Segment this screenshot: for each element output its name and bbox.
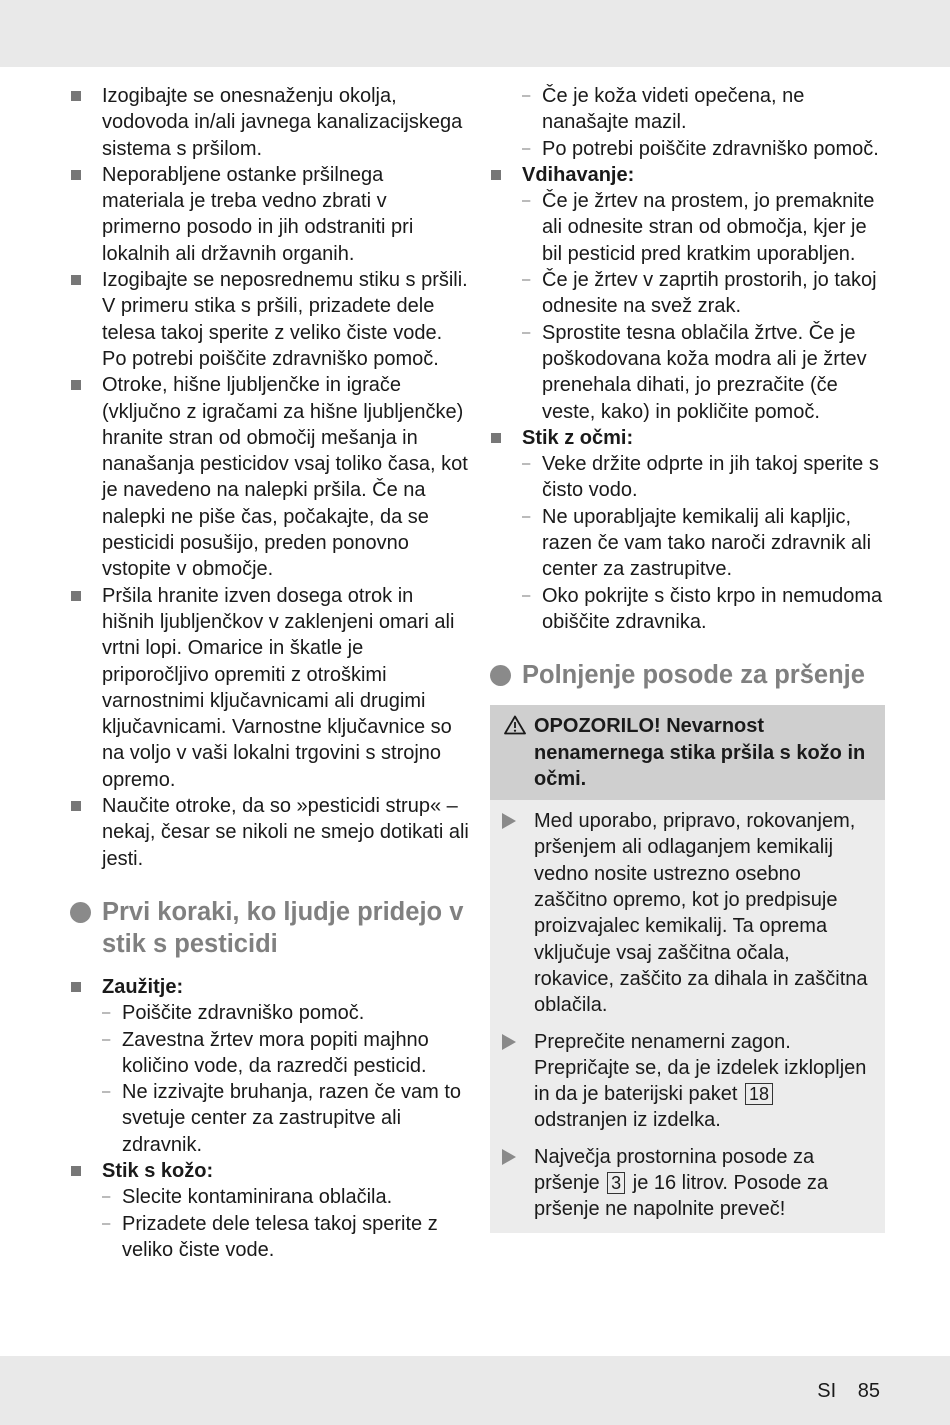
bullet-circle-icon <box>70 902 91 923</box>
footer-band <box>0 1356 950 1425</box>
header-band <box>0 0 950 67</box>
ingestion-sublist <box>102 1000 470 1158</box>
list-item: Naučite otroke, da so »pesticidi strup« – nekaj, česar se nikoli ne smejo dotikati ali jesti. <box>70 793 470 872</box>
arrow-right-icon <box>502 1034 516 1050</box>
list-item: Neporabljene ostanke pršilnega materiala je treba vedno zbrati v primerno posodo in jih odstraniti pri lokalnih ali državnih organih. <box>70 162 470 267</box>
list-item: Izogibajte se neposrednemu stiku s pršili. V primeru stika s pršili, prizadete dele telesa takoj sperite z veliko čiste vode. Po potrebi poiščite zdravniško pomoč. <box>70 267 470 372</box>
list-item-inhalation <box>490 162 885 425</box>
eyes-sublist <box>522 451 885 635</box>
arrow-right-icon <box>502 1149 516 1165</box>
page-footer <box>817 1380 880 1403</box>
list-item-ingestion <box>70 974 470 1158</box>
right-column <box>490 83 885 1233</box>
warning-body <box>490 800 885 1232</box>
subsection-title: Stik z očmi: <box>522 426 634 449</box>
list-item: Pršila hranite izven dosega otrok in hišnih ljubljenčkov v zaklenjeni omari ali vrtni lopi. Omarice in škatle je priporočljivo opremiti z otroškimi varnostnimi ključavnicami ali drugimi ključavnicami. Varnostne ključavnice so na voljo v vaši lokalni trgovini s strojno opremo. <box>70 583 470 793</box>
warning-triangle-icon <box>504 715 526 735</box>
subsection-title: Vdihavanje: <box>522 163 635 186</box>
section-title: Prvi koraki, ko ljudje pridejo v stik s pesticidi <box>102 897 464 958</box>
list-item-eyes <box>490 425 885 635</box>
sub-list-item: – Če je koža videti opečena, ne nanašajte mazil. <box>522 83 885 136</box>
part-reference-number: 18 <box>745 1083 773 1105</box>
sub-list-item: – Zavestna žrtev mora popiti majhno količino vode, da razredči pesticid. <box>102 1027 470 1080</box>
first-aid-list <box>70 974 470 1263</box>
inhalation-sublist <box>522 188 885 425</box>
instruction-item <box>534 808 871 1018</box>
warning-box <box>490 705 885 1232</box>
sub-list-item: – Slecite kontaminirana oblačila. <box>102 1184 470 1210</box>
section-heading-filling <box>490 659 885 691</box>
warning-header <box>490 705 885 800</box>
sub-list-item: – Sprostite tesna oblačila žrtve. Če je poškodovana koža modra ali je žrtev prenehala dihati, jo prezračite (če veste, kako) in pokličite pomoč. <box>522 320 885 425</box>
subsection-title: Stik s kožo: <box>102 1159 214 1182</box>
skin-sublist <box>102 1184 470 1263</box>
first-aid-list-continued <box>490 162 885 635</box>
language-code: SI <box>817 1380 837 1402</box>
instruction-item <box>534 1144 871 1223</box>
safety-list <box>70 83 470 872</box>
instruction-item <box>534 1029 871 1134</box>
section-title: Polnjenje posode za pršenje <box>522 661 865 690</box>
list-item: Otroke, hišne ljubljenčke in igrače (vključno z igračami za hišne ljubljenčke) hranite stran od območij mešanja in nanašanja pesticidov vsaj toliko časa, kot je navedeno na nalepki pršila. Če na nalepki ne piše čas, počakajte, da se pesticidi posušijo, preden ponovno vstopite v območje. <box>70 372 470 582</box>
sub-list-item: – Oko pokrijte s čisto krpo in nemudoma obiščite zdravnika. <box>522 583 885 636</box>
instruction-list <box>534 808 871 1222</box>
list-item: Izogibajte se onesnaženju okolja, vodovoda in/ali javnega kanalizacijskega sistema s pršilom. <box>70 83 470 162</box>
sub-list-item: – Če je žrtev na prostem, jo premaknite ali odnesite stran od območja, kjer je bil pesticid pred kratkim uporabljen. <box>522 188 885 267</box>
warning-title: OPOZORILO! Nevarnost nenamernega stika pršila s kožo in očmi. <box>534 715 866 790</box>
instruction-text: Preprečite nenamerni zagon. Prepričajte se, da je izdelek izklopljen in da je baterijski paket <box>534 1030 867 1106</box>
subsection-title: Zaužitje: <box>102 975 184 998</box>
page-number: 85 <box>857 1380 880 1402</box>
instruction-text: odstranjen iz izdelka. <box>534 1109 721 1132</box>
bullet-circle-icon <box>490 665 511 686</box>
instruction-text: Največja prostornina posode za pršenje <box>534 1145 815 1194</box>
instruction-text: Med uporabo, pripravo, rokovanjem, pršenjem ali odlaganjem kemikalij vedno nosite ustrezno osebno zaščitno opremo, kot jo predpisuje proizvajalec kemikalij. Ta oprema vključuje vsaj zaščitna očala, rokavice, zaščito za dihala in zaščitna oblačila. <box>534 810 868 1017</box>
skin-sublist-continued <box>490 83 885 162</box>
sub-list-item: – Prizadete dele telesa takoj sperite z veliko čiste vode. <box>102 1211 470 1264</box>
sub-list-item: – Poiščite zdravniško pomoč. <box>102 1000 470 1026</box>
part-reference-number: 3 <box>607 1172 625 1194</box>
left-column <box>70 83 470 1263</box>
sub-list-item: – Če je žrtev v zaprtih prostorih, jo takoj odnesite na svež zrak. <box>522 267 885 320</box>
sub-list-item: – Veke držite odprte in jih takoj sperite s čisto vodo. <box>522 451 885 504</box>
arrow-right-icon <box>502 813 516 829</box>
sub-list-item: – Ne uporabljajte kemikalij ali kapljic, razen če vam tako naroči zdravnik ali center za zastrupitve. <box>522 504 885 583</box>
sub-list-item: – Ne izzivajte bruhanja, razen če vam to svetuje center za zastrupitve ali zdravnik. <box>102 1079 470 1158</box>
section-heading-first-steps <box>70 896 470 960</box>
sub-list-item: – Po potrebi poiščite zdravniško pomoč. <box>522 136 885 162</box>
list-item-skin <box>70 1158 470 1263</box>
instruction-text: je 16 litrov. Posode za pršenje ne napolnite preveč! <box>534 1171 829 1221</box>
